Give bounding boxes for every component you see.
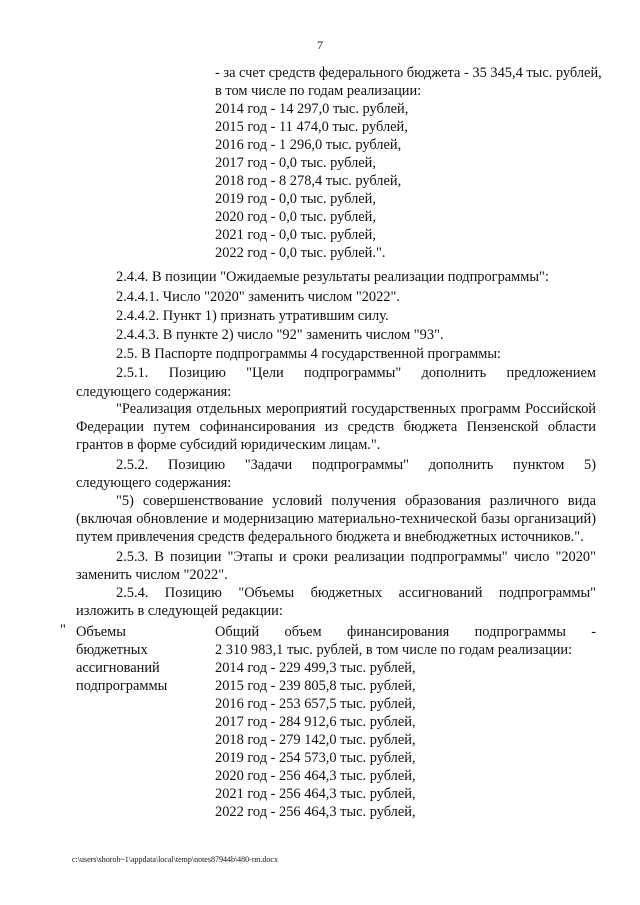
table-left-label-1: Объемы [76,624,126,640]
item-2-5-4-line1: 2.5.4. Позицию "Объемы бюджетных ассигнований подпрограммы" [116,585,596,601]
table-year-2017: 2017 год - 284 912,6 тыс. рублей, [215,714,416,730]
table-year-2015: 2015 год - 239 805,8 тыс. рублей, [215,678,416,694]
footer-file-path: c:\users\shorob~1\appdata\local\temp\notes87944b\480-пп.docx [72,855,278,864]
table-year-2021: 2021 год - 256 464,3 тыс. рублей, [215,786,416,802]
funding-year-2014: 2014 год - 14 297,0 тыс. рублей, [215,101,409,117]
funding-year-2020: 2020 год - 0,0 тыс. рублей, [215,209,376,225]
funding-year-2019: 2019 год - 0,0 тыс. рублей, [215,191,376,207]
funding-by-year-intro: в том числе по годам реализации: [215,83,422,99]
table-left-label-4: подпрограммы [76,678,168,694]
item-2-5-3-line2: заменить числом "2022". [76,567,228,583]
funding-federal-line: - за счет средств федерального бюджета - 35 345,4 тыс. рублей, [215,65,602,81]
item-2-5-2-line2: следующего содержания: [76,475,232,491]
item-2-5-1-line2: следующего содержания: [76,384,232,400]
item-2-5: 2.5. В Паспорте подпрограммы 4 государственной программы: [116,346,501,362]
table-year-2020: 2020 год - 256 464,3 тыс. рублей, [215,768,416,784]
table-year-2016: 2016 год - 253 657,5 тыс. рублей, [215,696,416,712]
table-year-2018: 2018 год - 279 142,0 тыс. рублей, [215,732,416,748]
table-year-2022: 2022 год - 256 464,3 тыс. рублей, [215,804,416,820]
table-year-2019: 2019 год - 254 573,0 тыс. рублей, [215,750,416,766]
item-2-4-4-3: 2.4.4.3. В пункте 2) число "92" заменить числом "93". [116,327,444,343]
funding-year-2021: 2021 год - 0,0 тыс. рублей, [215,227,376,243]
item-2-5-1-line1: 2.5.1. Позицию "Цели подпрограммы" дополнить предложением [116,365,596,381]
item-2-5-3-line1: 2.5.3. В позиции "Этапы и сроки реализации подпрограммы" число "2020" [116,549,596,565]
item-2-4-4-1: 2.4.4.1. Число "2020" заменить числом "2022". [116,289,400,305]
quote-goals-line2: Федерации путем софинансирования из средств бюджета Пензенской области [76,419,596,435]
funding-year-2022: 2022 год - 0,0 тыс. рублей.". [215,245,386,261]
item-2-4-4: 2.4.4. В позиции "Ожидаемые результаты реализации подпрограммы": [116,269,549,285]
quote-tasks-line1: "5) совершенствование условий получения образования различного вида [116,493,596,509]
item-2-4-4-2: 2.4.4.2. Пункт 1) признать утратившим силу. [116,308,389,324]
funding-year-2016: 2016 год - 1 296,0 тыс. рублей, [215,137,402,153]
table-year-2014: 2014 год - 229 499,3 тыс. рублей, [215,660,416,676]
quote-goals-line1: "Реализация отдельных мероприятий государственных программ Российской [116,401,596,417]
table-total-line1: Общий объем финансирования подпрограммы - [215,624,596,640]
funding-year-2017: 2017 год - 0,0 тыс. рублей, [215,155,376,171]
funding-year-2015: 2015 год - 11 474,0 тыс. рублей, [215,119,408,135]
quote-tasks-line3: путем привлечения средств федерального бюджета и внебюджетных источников.". [76,529,584,545]
item-2-5-4-line2: изложить в следующей редакции: [76,603,283,619]
quote-tasks-line2: (включая обновление и модернизацию материально-технической базы организаций) [76,511,596,527]
quote-goals-line3: грантов в форме субсидий юридическим лицам.". [76,437,381,453]
table-open-quote: " [60,622,66,638]
funding-year-2018: 2018 год - 8 278,4 тыс. рублей, [215,173,402,189]
table-left-label-3: ассигнований [76,660,160,676]
item-2-5-2-line1: 2.5.2. Позицию "Задачи подпрограммы" дополнить пунктом 5) [116,457,596,473]
table-left-label-2: бюджетных [76,642,148,658]
page-number: 7 [317,38,323,52]
table-total-line2: 2 310 983,1 тыс. рублей, в том числе по годам реализации: [215,642,573,658]
